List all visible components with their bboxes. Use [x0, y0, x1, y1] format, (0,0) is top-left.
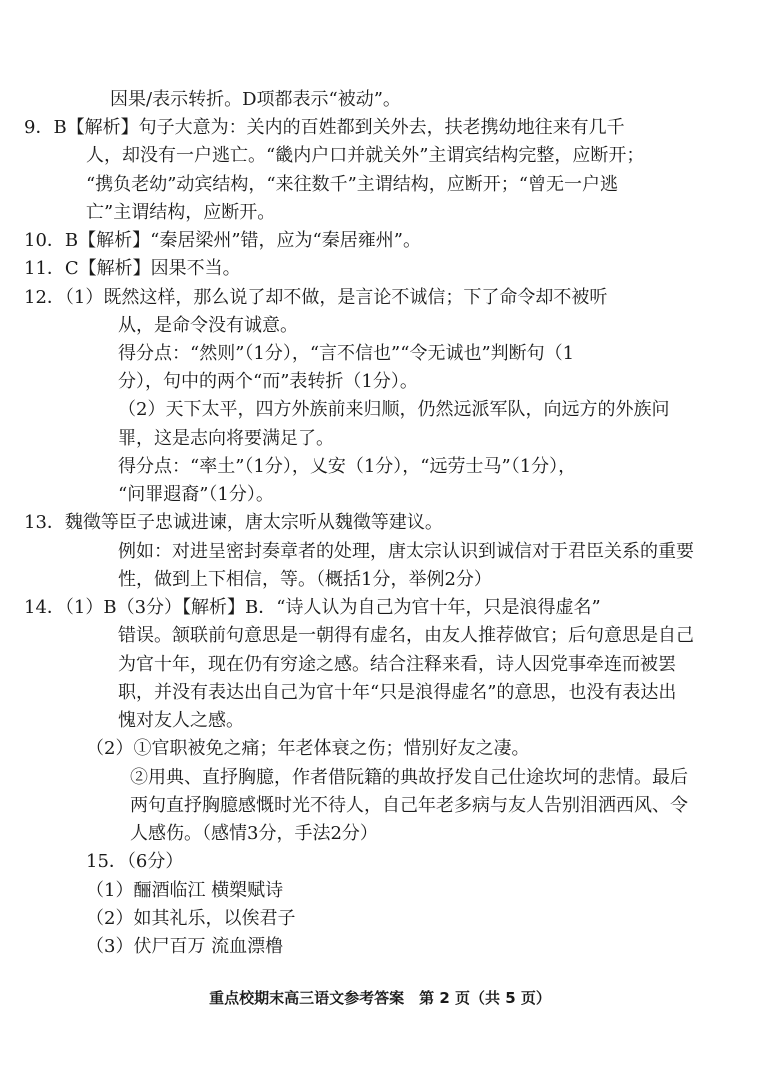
text-line: 14．（1）B（3分）【解析】B．“诗人认为自己为官十年，只是浪得虚名”	[24, 597, 601, 618]
text-line: 两句直抒胸臆感慨时光不待人，自己年老多病与友人告别泪洒西风、令	[130, 795, 688, 816]
text-line: 职，并没有表达出自己为官十年“只是浪得虚名”的意思，也没有表达出	[118, 682, 677, 703]
text-line: 分），句中的两个“而”表转折（1分）。	[118, 371, 418, 392]
text-line: 9．B【解析】句子大意为：关内的百姓都到关外去，扶老携幼地往来有几千	[24, 117, 625, 138]
text-line: 亡”主谓结构，应断开。	[86, 202, 276, 223]
text-line: 从，是命令没有诚意。	[118, 315, 298, 336]
text-line: 10．B【解析】“秦居梁州”错，应为“秦居雍州”。	[24, 230, 421, 251]
text-line: （1）酾酒临江 横槊赋诗	[86, 880, 284, 901]
text-line: （2）天下太平，四方外族前来归顺，仍然远派军队，向远方的外族问	[118, 399, 670, 420]
text-line: 错误。颔联前句意思是一朝得有虚名，由友人推荐做官；后句意思是自己	[118, 625, 694, 646]
text-line: （3）伏尸百万 流血漂橹	[86, 936, 284, 957]
page-footer: 重点校期末高三语文参考答案 第 2 页（共 5 页）	[209, 989, 551, 1007]
text-line: 得分点：“率土”（1分），乂安（1分），“远劳士马”（1分），	[118, 456, 577, 477]
text-line: 12．（1）既然这样，那么说了却不做，是言论不诚信；下了命令却不被听	[24, 287, 608, 308]
text-line: 人，却没有一户逃亡。“畿内户口并就关外”主谓宾结构完整，应断开；	[86, 145, 645, 166]
text-line: 13．魏徵等臣子忠诚进谏，唐太宗听从魏徵等建议。	[24, 512, 443, 533]
text-line: 为官十年，现在仍有穷途之感。结合注释来看，诗人因党事牵连而被罢	[118, 654, 676, 675]
text-line: 罪，这是志向将要满足了。	[118, 428, 334, 449]
text-line: 因果/表示转折。D项都表示“被动”。	[110, 89, 401, 110]
text-line: 得分点：“然则”（1分），“言不信也”“令无诚也”判断句（1	[118, 343, 575, 364]
text-line: ②用典、直抒胸臆，作者借阮籍的典故抒发自己仕途坎坷的悲情。最后	[130, 767, 688, 788]
text-line: 11．C【解析】因果不当。	[24, 258, 241, 279]
text-line: 人感伤。（感情3分，手法2分）	[130, 823, 378, 844]
text-line: （2）如其礼乐，以俟君子	[86, 908, 296, 929]
text-line: （2）①官职被免之痛；年老体衰之伤；惜别好友之凄。	[86, 738, 530, 759]
text-line: 性，做到上下相信，等。（概括1分，举例2分）	[118, 569, 492, 590]
text-line: 愧对友人之感。	[118, 710, 244, 731]
text-line: 15．（6分）	[86, 851, 184, 872]
text-line: 例如：对进呈密封奏章者的处理，唐太宗认识到诚信对于君臣关系的重要	[118, 541, 694, 562]
text-line: “携负老幼”动宾结构，“来往数千”主谓结构，应断开；“曾无一户逃	[86, 174, 619, 195]
text-line: “问罪遐裔”（1分）。	[118, 484, 274, 505]
